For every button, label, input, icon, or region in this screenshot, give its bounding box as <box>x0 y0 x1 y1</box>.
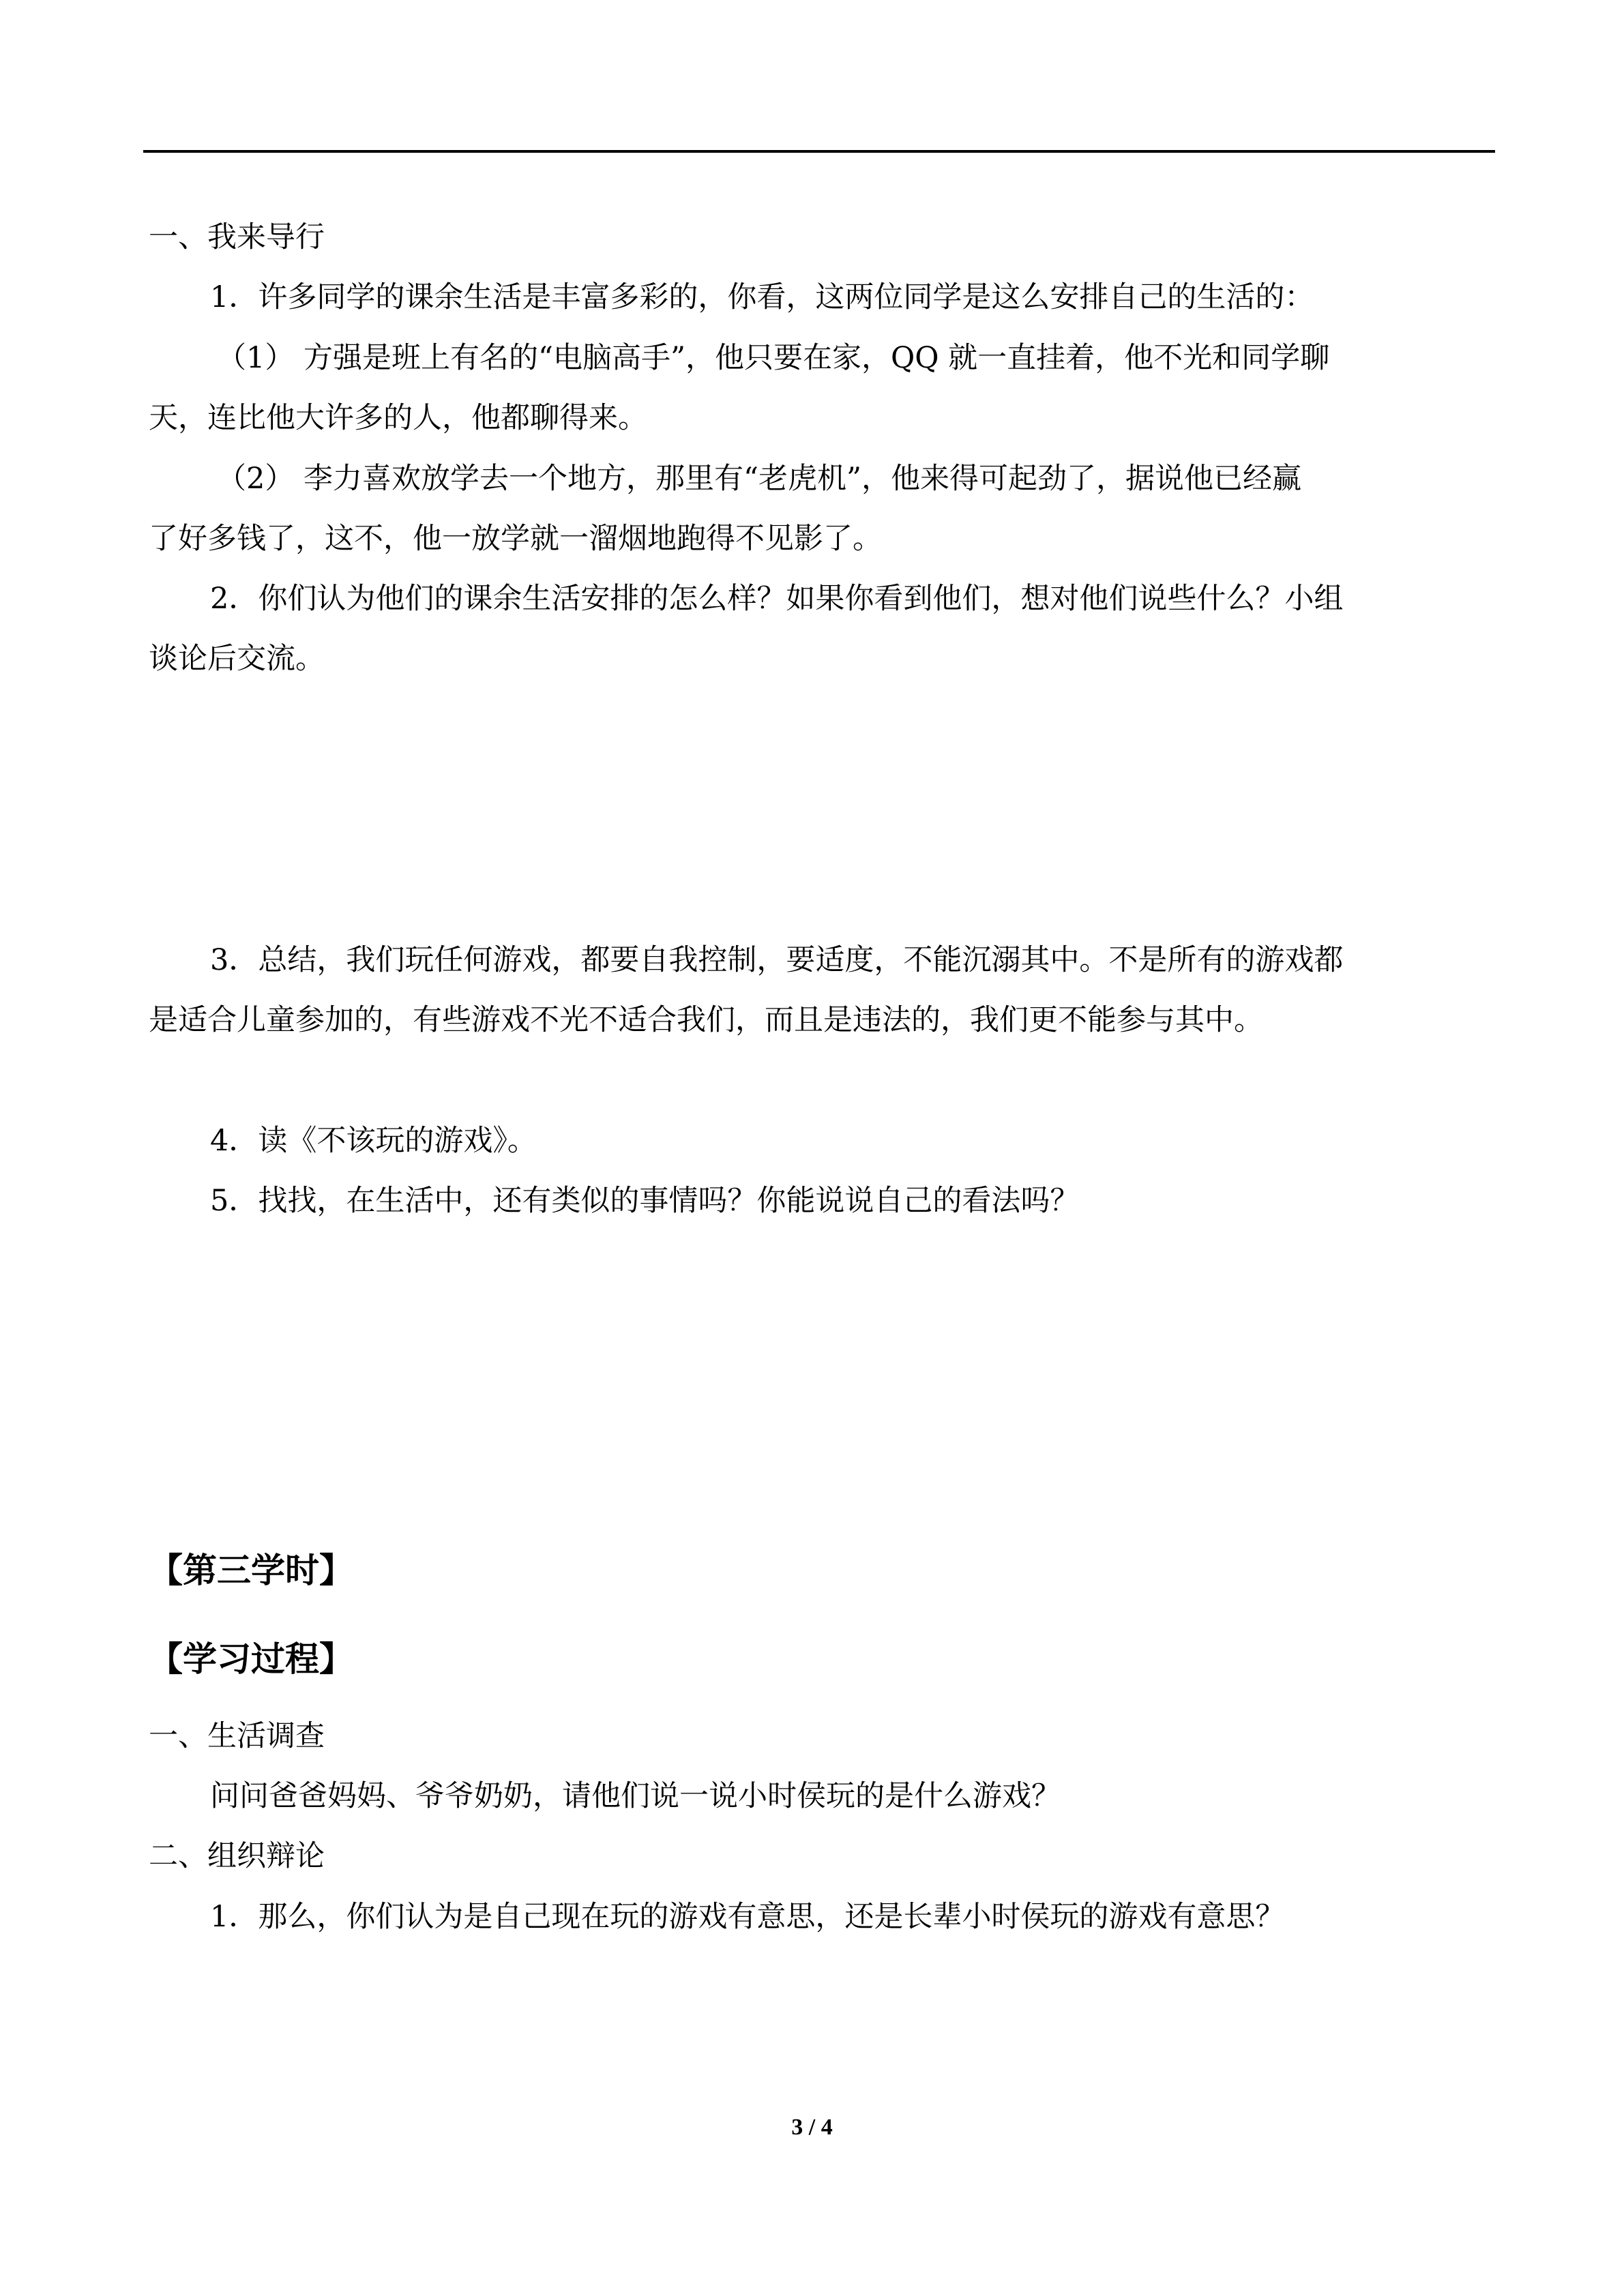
section1-item3-line2: 是适合儿童参加的，有些游戏不光不适合我们，而且是违法的，我们更不能参与其中。 <box>149 1003 1263 1037</box>
section1-heading: 一、我来导行 <box>149 220 325 254</box>
section3-heading: 二、组织辩论 <box>149 1839 325 1873</box>
section1-item1: 1．许多同学的课余生活是丰富多彩的，你看，这两位同学是这么安排自己的生活的： <box>210 280 1314 314</box>
section1-sub2-line1: （2） 李力喜欢放学去一个地方，那里有“老虎机”，他来得可起劲了，据说他已经赢 <box>217 462 1301 496</box>
section1-item3-line1: 3．总结，我们玩任何游戏，都要自我控制，要适度，不能沉溺其中。不是所有的游戏都 <box>210 943 1344 977</box>
section2-heading: 一、生活调查 <box>149 1719 325 1753</box>
process-heading: 【学习过程】 <box>149 1639 353 1679</box>
section1-sub2-line2: 了好多钱了，这不，他一放学就一溜烟地跑得不见影了。 <box>149 522 882 556</box>
section1-sub1-line1: （1） 方强是班上有名的“电脑高手”，他只要在家，QQ 就一直挂着，他不光和同学聊 <box>217 341 1330 375</box>
section1-item2-line1: 2．你们认为他们的课余生活安排的怎么样？如果你看到他们，想对他们说些什么？小组 <box>210 582 1344 616</box>
section1-item2-line2: 谈论后交流。 <box>149 642 325 676</box>
section2-text: 问问爸爸妈妈、爷爷奶奶，请他们说一说小时侯玩的是什么游戏？ <box>210 1779 1061 1813</box>
page-number: 3 / 4 <box>791 2115 833 2140</box>
section1-item5: 5．找找，在生活中，还有类似的事情吗？你能说说自己的看法吗？ <box>210 1184 1080 1218</box>
section3-item1: 1．那么，你们认为是自己现在玩的游戏有意思，还是长辈小时侯玩的游戏有意思？ <box>210 1900 1285 1934</box>
section1-sub1-line2: 天，连比他大许多的人，他都聊得来。 <box>149 401 647 435</box>
header-rule <box>143 150 1495 153</box>
section1-item4: 4．读《不该玩的游戏》。 <box>210 1124 537 1158</box>
lesson-heading: 【第三学时】 <box>149 1551 353 1590</box>
